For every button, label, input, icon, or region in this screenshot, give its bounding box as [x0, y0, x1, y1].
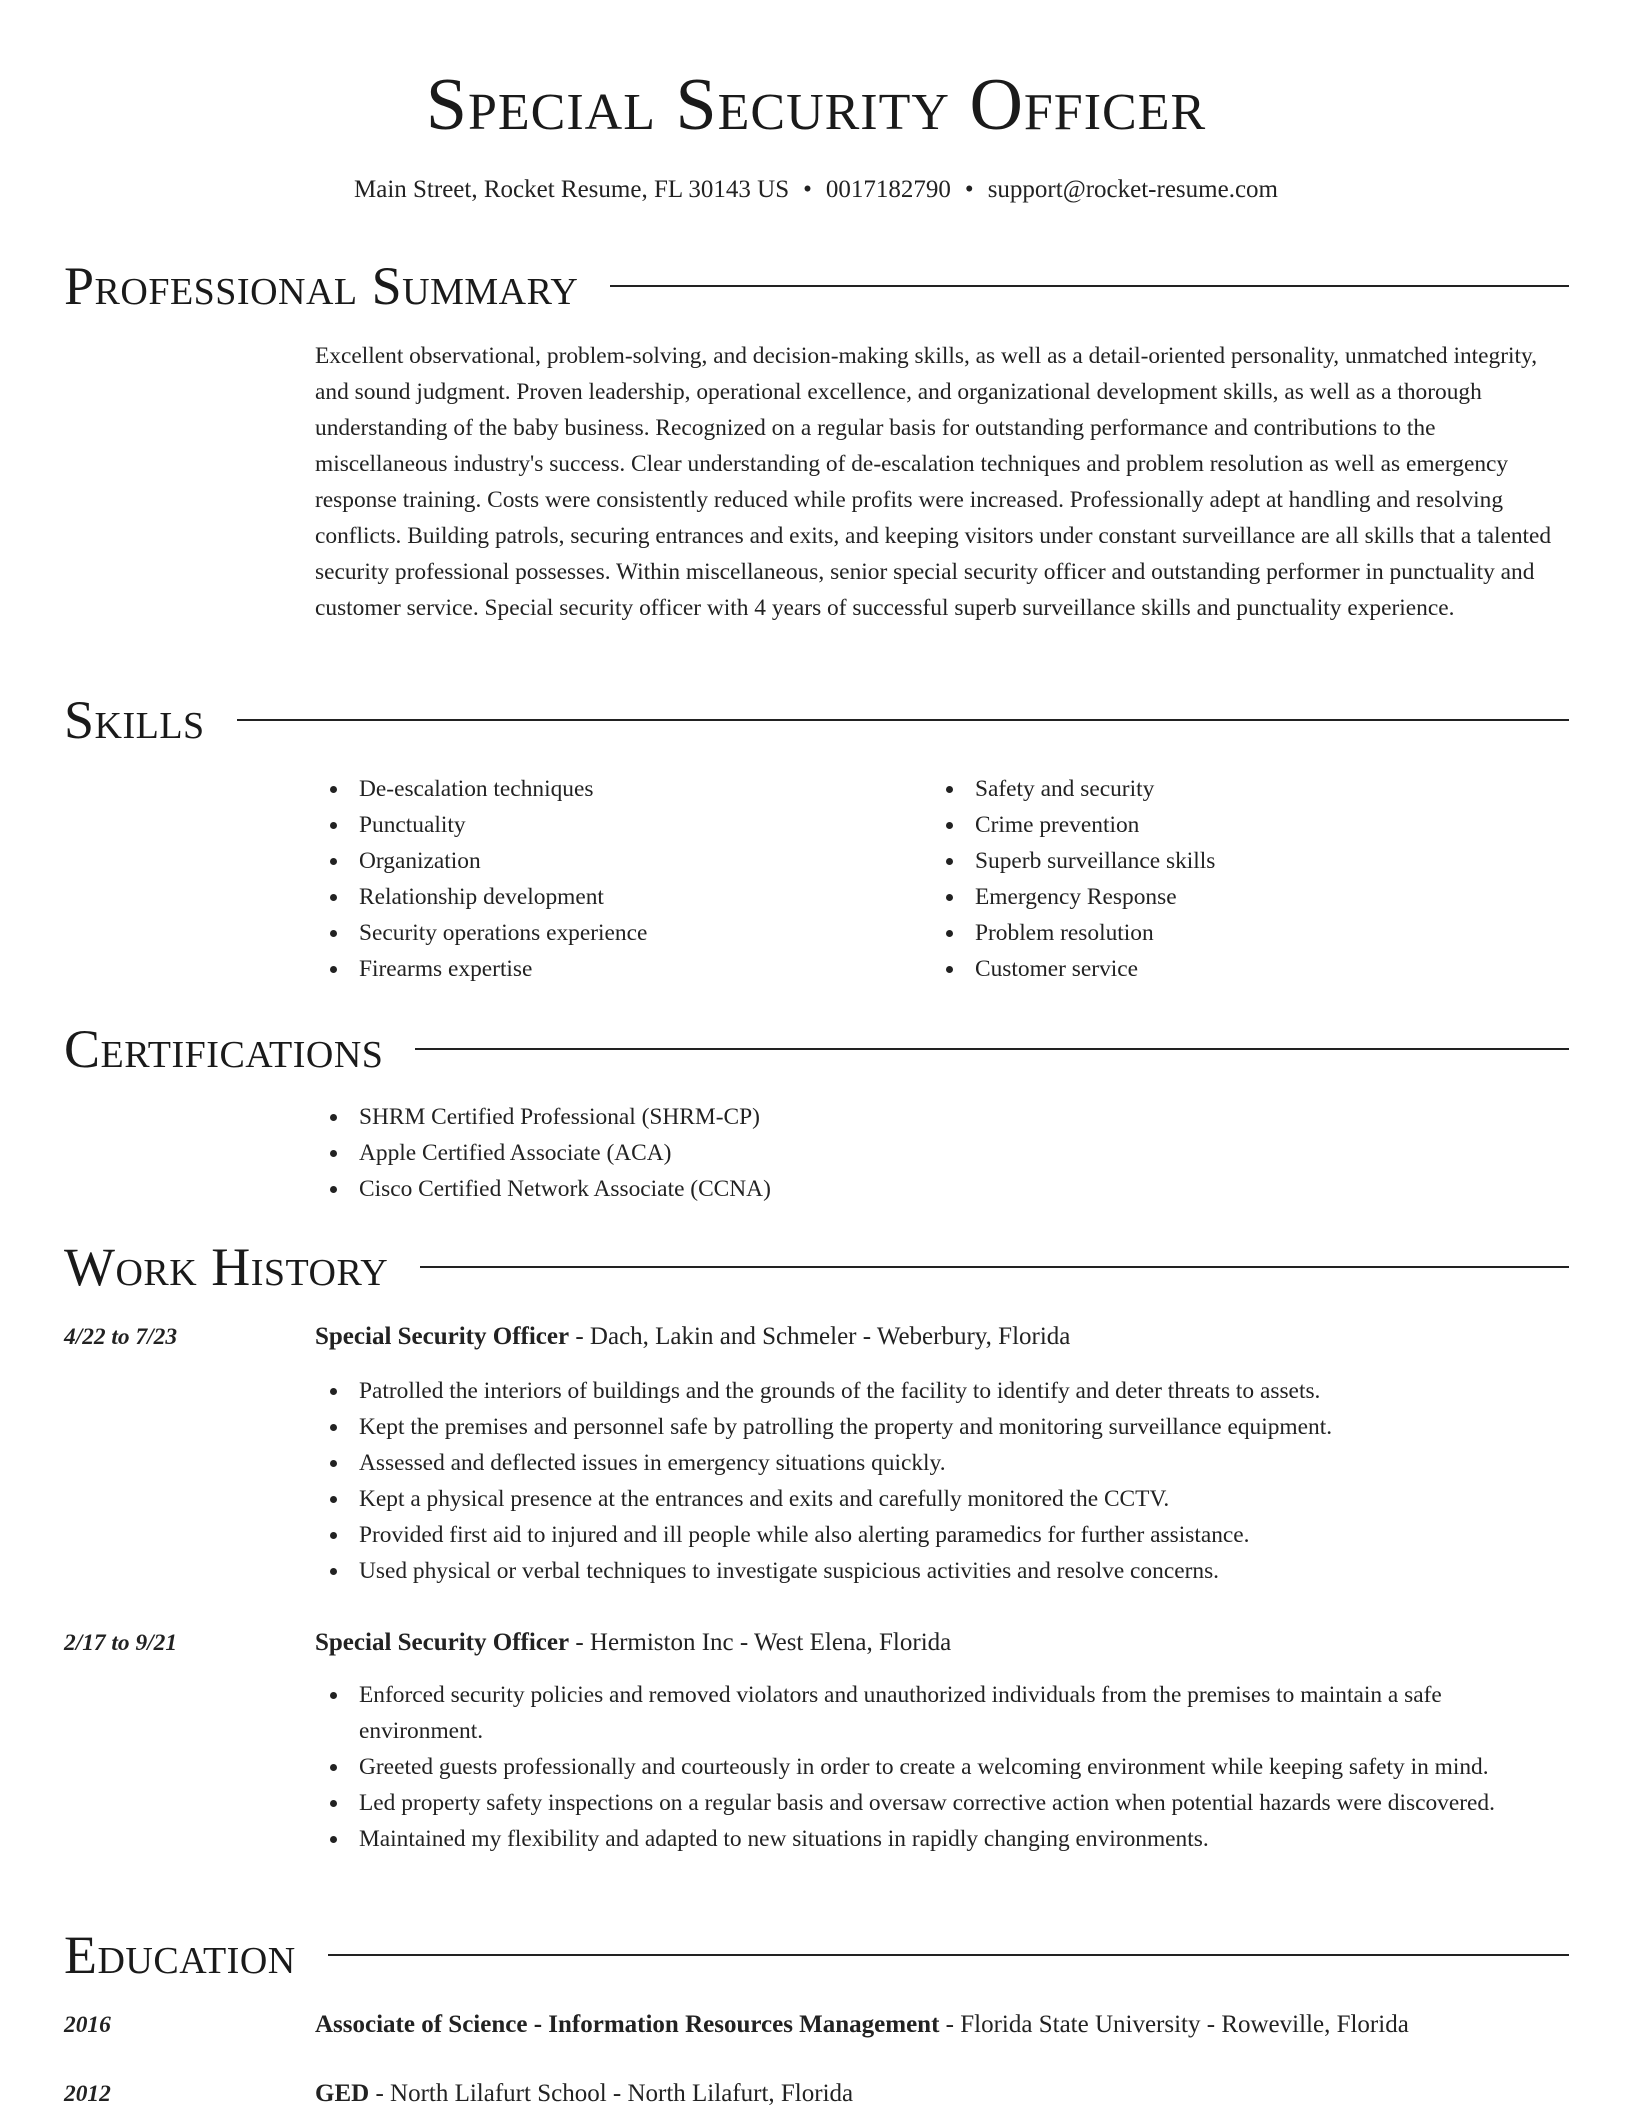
section-divider [420, 1266, 1569, 1268]
list-item: Greeted guests professionally and courteously in order to create a welcoming environment while keeping safety in mind. [315, 1749, 1570, 1785]
job-bullet-list [315, 1373, 1570, 1589]
education-entry [315, 2007, 1570, 2043]
skills-section-title: Skills [64, 690, 205, 750]
contact-phone: 0017182790 [825, 176, 951, 203]
education-degree: GED [315, 2080, 370, 2107]
section-divider [328, 1954, 1569, 1956]
education-degree: Associate of Science - Information Resources Management [315, 2011, 940, 2038]
certifications-section-header [64, 1017, 1569, 1081]
job-title: Special Security Officer [315, 1323, 570, 1350]
list-item: Relationship development [315, 879, 915, 915]
education-section-header [64, 1923, 1569, 1987]
job-heading [315, 1319, 1570, 1355]
list-item: Assessed and deflected issues in emergency situations quickly. [315, 1445, 1570, 1481]
section-divider [610, 285, 1569, 287]
list-item: Apple Certified Associate (ACA) [315, 1135, 1315, 1171]
job-employer: - Hermiston Inc - West Elena, Florida [569, 1629, 952, 1656]
list-item: Customer service [931, 951, 1531, 987]
contact-line [0, 172, 1632, 208]
list-item: Safety and security [931, 771, 1531, 807]
list-item: Superb surveillance skills [931, 843, 1531, 879]
skills-section-header [64, 688, 1569, 752]
list-item: Punctuality [315, 807, 915, 843]
job-heading [315, 1625, 1570, 1661]
section-divider [415, 1048, 1569, 1050]
education-school: - North Lilafurt School - North Lilafurt, Florida [369, 2080, 854, 2107]
list-item: Led property safety inspections on a regular basis and oversaw corrective action when potential hazards were discovered. [315, 1785, 1570, 1821]
contact-separator: • [964, 176, 974, 203]
list-item: Maintained my flexibility and adapted to new situations in rapidly changing environments. [315, 1821, 1570, 1857]
job-dates: 4/22 to 7/23 [64, 1324, 178, 1350]
list-item: Firearms expertise [315, 951, 915, 987]
contact-address: Main Street, Rocket Resume, FL 30143 US [354, 176, 790, 203]
contact-email: support@rocket-resume.com [987, 176, 1278, 203]
list-item: Patrolled the interiors of buildings and the grounds of the facility to identify and deter threats to assets. [315, 1373, 1570, 1409]
list-item: Security operations experience [315, 915, 915, 951]
education-year: 2016 [64, 2012, 111, 2038]
education-section-title: Education [64, 1925, 296, 1985]
candidate-name: Special Security Officer [425, 64, 1207, 146]
skills-list-right [931, 771, 1531, 987]
list-item: Crime prevention [931, 807, 1531, 843]
work-section-header [64, 1235, 1569, 1299]
list-item: Used physical or verbal techniques to investigate suspicious activities and resolve concerns. [315, 1553, 1570, 1589]
education-year: 2012 [64, 2081, 111, 2107]
job-dates: 2/17 to 9/21 [64, 1630, 178, 1656]
list-item: Cisco Certified Network Associate (CCNA) [315, 1171, 1315, 1207]
skills-list-left [315, 771, 915, 987]
job-bullet-list [315, 1677, 1570, 1857]
summary-text: Excellent observational, problem-solving, and decision-making skills, as well as a detail-oriented personality, unmatched integrity, and sound judgment. Proven leadership, operational excellence, and organizational development skills, as well as a thorough understanding of the baby business. Recognized on a regular basis for outstanding performance and contributions to the miscellaneous industry's success. Clear understanding of de-escalation techniques and problem resolution as well as emergency response training. Costs were consistently reduced while profits were increased. Professionally adept at handling and resolving conflicts. Building patrols, securing entrances and exits, and keeping visitors under constant surveillance are all skills that a talented security professional possesses. Within miscellaneous, senior special security officer and outstanding performer in punctuality and customer service. Special security officer with 4 years of successful superb surveillance skills and punctuality experience. [315, 343, 1552, 621]
list-item: Enforced security policies and removed violators and unauthorized individuals from the premises to maintain a safe environment. [315, 1677, 1570, 1749]
work-section-title: Work History [64, 1237, 389, 1297]
education-entry [315, 2076, 1570, 2112]
list-item: SHRM Certified Professional (SHRM-CP) [315, 1099, 1315, 1135]
job-employer: - Dach, Lakin and Schmeler - Weberbury, Florida [569, 1323, 1071, 1350]
list-item: Kept the premises and personnel safe by patrolling the property and monitoring surveillance equipment. [315, 1409, 1570, 1445]
list-item: De-escalation techniques [315, 771, 915, 807]
section-divider [237, 719, 1569, 721]
contact-separator: • [803, 176, 812, 203]
summary-section-header [64, 254, 1569, 318]
list-item: Organization [315, 843, 915, 879]
education-school: - Florida State University - Roweville, Florida [939, 2011, 1409, 2038]
certifications-list [315, 1099, 1315, 1207]
job-title: Special Security Officer [315, 1629, 570, 1656]
list-item: Problem resolution [931, 915, 1531, 951]
summary-section-title: Professional Summary [64, 256, 579, 316]
certifications-section-title: Certifications [64, 1019, 384, 1079]
list-item: Provided first aid to injured and ill people while also alerting paramedics for further assistance. [315, 1517, 1570, 1553]
list-item: Kept a physical presence at the entrances and exits and carefully monitored the CCTV. [315, 1481, 1570, 1517]
list-item: Emergency Response [931, 879, 1531, 915]
